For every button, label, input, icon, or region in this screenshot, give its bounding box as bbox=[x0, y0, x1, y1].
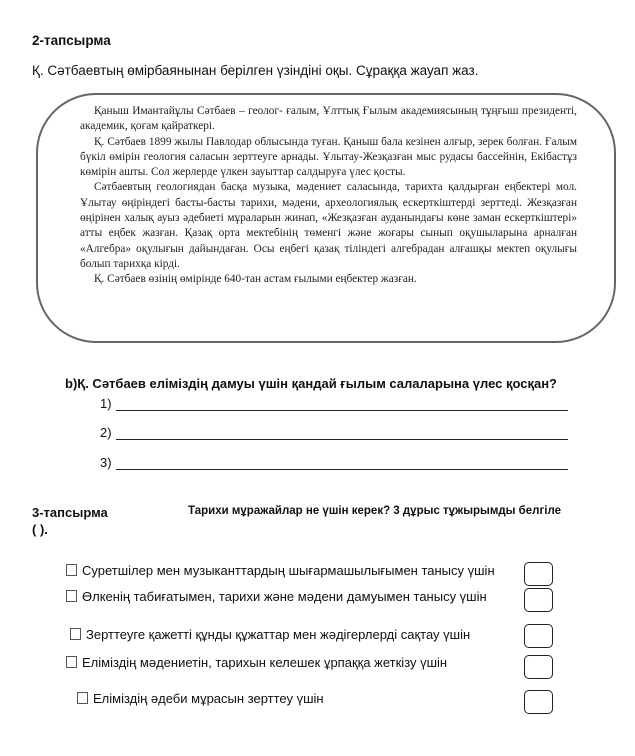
checkbox-glyph-icon bbox=[66, 656, 77, 668]
answer-line-1[interactable] bbox=[116, 397, 568, 411]
checkbox-glyph-icon bbox=[77, 692, 88, 704]
passage-paragraph-3: Сәтбаевтың геологиядан басқа музыка, мәдениет саласында, тарихта қалдырған еңбектері мол. Ұлытау өңіріндегі басты-басты тарихи, мәдени, археологиялық ескерткіштерді зерттеді. Жезқазған өңірінен халық ауыз әдебиеті мұраларын жинап, «Жезқазған ауданындағы көне заман ескерткіштері» атты еңбек жазған. Қазақ орта мектебінің төменгі және жоғары сынып оқушыларына арналған «Алгебра» оқулығын дайындаған. Осы еңбегі қазақ тіліндегі алгебрадан алғашқы мектеп оқулығы болып тарихқа кірді. bbox=[80, 181, 577, 270]
task2-instruction: Қ. Сәтбаевтың өмірбаянынан берілген үзіндіні оқы. Сұраққа жауап жаз. bbox=[32, 63, 479, 78]
option-label: Суретшілер мен музыканттардың шығармашылығымен танысу үшін bbox=[82, 563, 495, 578]
task3-paren: ( ). bbox=[32, 522, 48, 537]
option-2 bbox=[66, 589, 487, 604]
option-2-checkbox[interactable] bbox=[524, 588, 553, 612]
option-3 bbox=[70, 627, 470, 642]
option-5 bbox=[77, 691, 324, 706]
answer-line-2[interactable] bbox=[116, 426, 568, 440]
answer-row-1 bbox=[100, 396, 568, 411]
task3-question: Тарихи мұражайлар не үшін керек? 3 дұрыс тұжырымды белгіле bbox=[188, 505, 562, 517]
task3-title: 3-тапсырма bbox=[32, 505, 108, 520]
option-4-checkbox[interactable] bbox=[524, 655, 553, 679]
option-label: Зерттеуге қажетті құнды құжаттар мен жәдігерлерді сақтау үшін bbox=[86, 627, 471, 642]
option-4 bbox=[66, 655, 447, 670]
passage-paragraph-1: Қаныш Имантайұлы Сәтбаев – геолог- ғалым, Ұлттық Ғылым академиясының тұңғыш президенті, академик, қоғам қайраткері. bbox=[80, 105, 577, 133]
passage-paragraph-2: Қ. Сәтбаев 1899 жылы Павлодар облысында туған. Қаныш бала кезінен алғыр, зерек болған. Ғалым бүкіл өмірін геология саласын зерттеуге арнады. Ұлытау-Жезқазған мыс рудасы бассейнін, Екібастұз көмірін ашты. Сол жерлерде үлкен зауыттар салдыруға үлес қосты. bbox=[80, 135, 577, 179]
checkbox-glyph-icon bbox=[66, 590, 77, 602]
answer-number: 3) bbox=[100, 455, 112, 470]
passage-paragraph-4: Қ. Сәтбаев өзінің өмірінде 640-тан астам ғылыми еңбектер жазған. bbox=[94, 273, 417, 286]
option-label: Өлкенің табиғатымен, тарихи және мәдени дамуымен танысу үшін bbox=[82, 589, 487, 604]
answer-number: 1) bbox=[100, 396, 112, 411]
option-5-checkbox[interactable] bbox=[524, 690, 553, 714]
passage-text bbox=[80, 104, 577, 288]
option-3-checkbox[interactable] bbox=[524, 624, 553, 648]
option-1 bbox=[66, 563, 495, 578]
checkbox-glyph-icon bbox=[66, 564, 77, 576]
answer-row-2 bbox=[100, 425, 568, 440]
option-1-checkbox[interactable] bbox=[524, 562, 553, 586]
answer-line-3[interactable] bbox=[116, 456, 568, 470]
question-b: b)Қ. Сәтбаев еліміздің дамуы үшін қандай ғылым салаларына үлес қосқан? bbox=[65, 376, 558, 391]
task2-title: 2-тапсырма bbox=[32, 33, 111, 48]
option-label: Еліміздің мәдениетін, тарихын келешек ұрпаққа жеткізу үшін bbox=[82, 655, 448, 670]
answer-number: 2) bbox=[100, 425, 112, 440]
option-label: Еліміздің әдеби мұрасын зерттеу үшін bbox=[93, 691, 324, 706]
checkbox-glyph-icon bbox=[70, 628, 81, 640]
answer-row-3 bbox=[100, 455, 568, 470]
